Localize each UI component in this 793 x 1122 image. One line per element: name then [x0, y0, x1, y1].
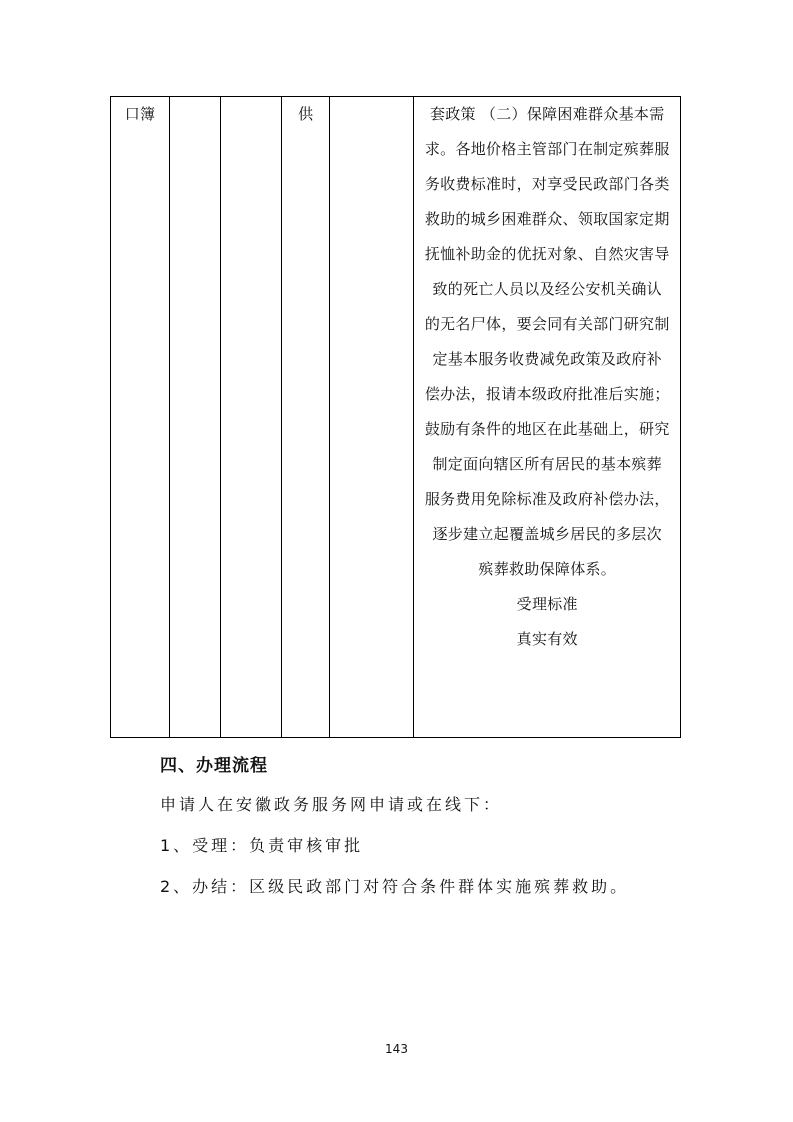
table-cell-col6 [414, 97, 681, 738]
table-cell-col2 [170, 97, 221, 738]
col4-text: 供 [298, 105, 314, 123]
policy-line: 殡葬救助保障体系。 [478, 560, 617, 578]
policy-line: 制定面向辖区所有居民的基本殡葬 [432, 455, 662, 473]
policy-line: 逐步建立起覆盖城乡居民的多层次 [432, 525, 662, 543]
policy-line: 定基本服务收费减免政策及政府补 [432, 350, 662, 368]
policy-line: 务收费标准时，对享受民政部门各类 [424, 175, 670, 193]
table-row [111, 97, 681, 738]
process-step-accept: 1、受理：负责审核审批 [160, 836, 364, 855]
policy-line: 服务费用免除标准及政府补偿办法， [424, 490, 670, 508]
table-cell-col5 [330, 97, 414, 738]
process-step-complete: 2、办结：区级民政部门对符合条件群体实施殡葬救助。 [160, 877, 630, 896]
page-number: 143 [385, 1042, 408, 1056]
table-cell-col1 [111, 97, 170, 738]
policy-line: 套政策 （二）保障困难群众基本需 [429, 105, 665, 123]
table-cell-col3 [221, 97, 282, 738]
policy-line: 的无名尸体，要会同有关部门研究制 [424, 315, 670, 333]
acceptance-standard-value: 真实有效 [516, 630, 578, 648]
col1-text: 口簿 [124, 105, 156, 123]
policy-line: 求。各地价格主管部门在制定殡葬服 [424, 140, 670, 158]
policy-line: 救助的城乡困难群众、领取国家定期 [424, 210, 670, 228]
process-paragraph: 申请人在安徽政务服务网申请或在线下： [160, 795, 503, 814]
policy-line: 致的死亡人员以及经公安机关确认 [432, 280, 662, 298]
policy-line: 偿办法，报请本级政府批准后实施； [424, 385, 670, 403]
policy-line: 抚恤补助金的优抚对象、自然灾害导 [424, 245, 670, 263]
section-heading: 四、办理流程 [160, 756, 268, 776]
policy-line: 鼓励有条件的地区在此基础上，研究 [424, 420, 670, 438]
service-info-table [110, 96, 681, 738]
table-cell-col4 [282, 97, 330, 738]
acceptance-standard-label: 受理标准 [516, 595, 578, 613]
